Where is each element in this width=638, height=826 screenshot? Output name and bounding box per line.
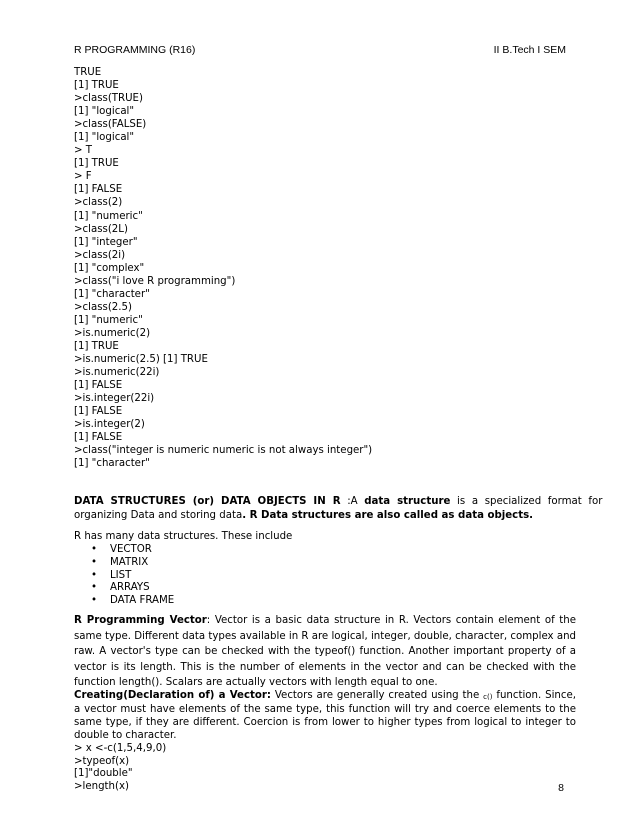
definition-text-2: organizing Data and storing data (74, 509, 243, 521)
code-line: > T (74, 145, 92, 157)
code-line: [1] FALSE (74, 432, 123, 444)
creating-vector-section (74, 690, 576, 794)
code-line: [1] TRUE (74, 340, 119, 352)
list-item: • MATRIX (74, 557, 174, 570)
definition-text: is a specialized format for (457, 496, 603, 507)
code-line: >is.integer(22i) (74, 393, 155, 405)
list-item: • ARRAYS (74, 582, 174, 595)
creating-paragraph (74, 690, 576, 743)
vector-heading: R Programming Vector (74, 615, 207, 626)
definition-line-2 (74, 509, 576, 523)
vector-text: : Vector is a basic data structure in R. Vectors contain element of the same type. Different data types available in R are logical, integer, double, character, complex and raw. A vector's type can be checked with the typeof() function. Another important property of a vector is its length. This is the number of elements in the vector and can be checked with the function length(). Scalars are actually vectors with length equal to one. (74, 615, 576, 689)
code-line: >class(2.5) (74, 301, 132, 313)
code-line: [1] "logical" (74, 106, 135, 118)
code-line: >class(2L) (74, 223, 128, 235)
creating-code-lines (74, 743, 576, 795)
term-data-structure: data structure (364, 496, 451, 507)
code-line: >is.numeric(2) (74, 327, 151, 339)
code-line: >is.integer(2) (74, 419, 145, 431)
code-line: [1] "integer" (74, 236, 138, 248)
data-structure-list (74, 544, 174, 608)
header-course-title: R PROGRAMMING (R16) (74, 44, 196, 56)
code-line: >is.numeric(2.5) [1] TRUE (74, 354, 208, 366)
code-line: >is.numeric(22i) (74, 367, 160, 379)
code-line: >class(2) (74, 197, 123, 209)
list-item: • DATA FRAME (74, 595, 174, 608)
code-line: > x <-c(1,5,4,9,0) (74, 742, 167, 754)
creating-heading: Creating(Declaration of) a Vector: (74, 690, 271, 701)
code-line: [1] "character" (74, 458, 150, 470)
code-line: >class("i love R programming") (74, 275, 236, 287)
creating-text-2: function. Since, a vector must have elements of the same type, this function will try and coerce elements to the same type, if they are different. Coercion is from lower to higher types from logical to integer to double to character. (74, 690, 576, 741)
page-header (74, 44, 566, 58)
code-line: [1] FALSE (74, 380, 123, 392)
code-line: [1] "complex" (74, 262, 145, 274)
header-semester: II B.Tech I SEM (493, 44, 566, 56)
definition-bold-note: . R Data structures are also called as data objects. (242, 509, 534, 521)
code-line: [1] "logical" (74, 132, 135, 144)
creating-text-1: Vectors are generally created using the (270, 690, 484, 701)
code-line: >class(2i) (74, 249, 126, 261)
code-line: [1] TRUE (74, 80, 119, 92)
code-line: >length(x) (74, 781, 129, 793)
code-line: [1] "numeric" (74, 314, 143, 326)
definition-line-1 (74, 495, 603, 509)
section-heading: DATA STRUCTURES (or) DATA OBJECTS IN R (74, 496, 341, 507)
list-item: • VECTOR (74, 544, 174, 557)
vector-paragraph (74, 613, 576, 691)
code-line: [1] "numeric" (74, 210, 143, 222)
data-structures-definition (74, 495, 603, 522)
c-function-ref: c() (483, 693, 493, 701)
colon-a: :A (347, 496, 358, 507)
page-number: 8 (558, 782, 564, 794)
intro-text: R has many data structures. These include (74, 531, 293, 542)
code-line: [1]"double" (74, 768, 133, 780)
code-line: > F (74, 171, 92, 183)
list-item: • LIST (74, 570, 174, 583)
code-line: >class("integer is numeric numeric is not always integer") (74, 445, 373, 457)
code-line: >class(TRUE) (74, 93, 143, 105)
code-line: [1] "character" (74, 288, 150, 300)
code-line: [1] TRUE (74, 158, 119, 170)
code-example-block (74, 66, 574, 470)
code-line: >class(FALSE) (74, 119, 147, 131)
code-line: [1] FALSE (74, 406, 123, 418)
code-line: TRUE (74, 67, 102, 78)
code-line: >typeof(x) (74, 755, 130, 767)
code-line: [1] FALSE (74, 184, 123, 196)
